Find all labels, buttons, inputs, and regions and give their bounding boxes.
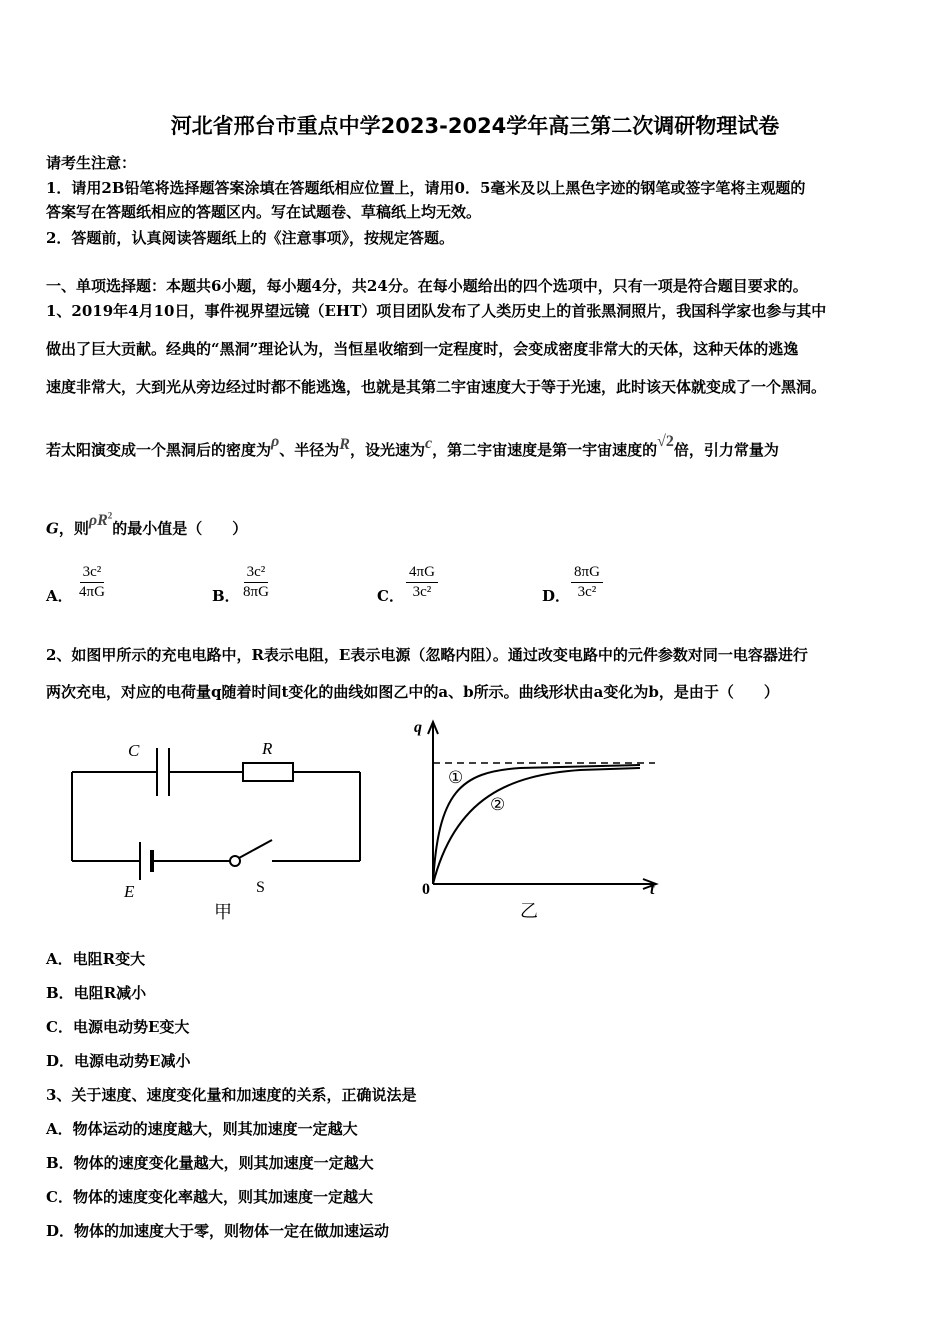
fraction-numerator: 8πG	[571, 564, 603, 583]
notice-item-1-line-2: 答案写在答题纸相应的答题区内。写在试题卷、草稿纸上均无效。	[46, 203, 482, 221]
q1-line-4-e: 倍，引力常量为	[673, 441, 779, 459]
q1-line-1: 1、2019年4月10日，事件视界望远镜（EHT）项目团队发布了人类历史上的首张黑洞照片，我国科学家也参与其中	[46, 302, 827, 320]
q3-option-c[interactable]: C．物体的速度变化率越大，则其加速度一定越大	[46, 1188, 373, 1206]
q1-line-4-b: 、半径为	[279, 441, 340, 459]
rho-symbol: ρ	[271, 433, 280, 450]
q1-line-2: 做出了巨大贡献。经典的“黑洞”理论认为，当恒星收缩到一定程度时，会变成密度非常大的天体，这种天体的逃逸	[46, 340, 799, 358]
q1-line-4-d: ，第二宇宙速度是第一宇宙速度的	[432, 441, 658, 459]
square-exponent: 2	[107, 511, 113, 521]
q2-option-c[interactable]: C．电源电动势E变大	[46, 1018, 190, 1036]
curve-1	[433, 765, 640, 884]
fraction-denominator: 3c²	[577, 584, 597, 600]
notice-item-2: 2．答题前，认真阅读答题纸上的《注意事项》，按规定答题。	[46, 229, 454, 247]
charge-time-graph	[400, 712, 670, 927]
q1-option-a-label[interactable]: A．	[46, 587, 73, 605]
source-label: E	[124, 882, 135, 901]
notice-heading: 请考生注意：	[46, 154, 137, 172]
rho-r-text: ρR	[88, 512, 108, 530]
switch-label: S	[256, 879, 265, 896]
q3-stem: 3、关于速度、速度变化量和加速度的关系，正确说法是	[46, 1086, 417, 1104]
fraction-denominator: 3c²	[412, 584, 432, 600]
t-axis-label: t	[650, 881, 655, 898]
fraction-numerator: 3c²	[244, 564, 269, 583]
resistor-label: R	[262, 739, 273, 758]
origin-label: 0	[422, 881, 430, 898]
q1-option-d-label[interactable]: D．	[542, 587, 571, 605]
q1-line-4-c: ，设光速为	[349, 441, 425, 459]
radius-symbol: R	[339, 436, 350, 453]
q1-line-4	[46, 433, 779, 462]
gravity-constant-symbol: G	[46, 519, 59, 538]
q2-option-b[interactable]: B．电阻R减小	[46, 984, 147, 1002]
figure-jia-caption: 甲	[214, 902, 232, 922]
q1-line-5	[46, 513, 247, 540]
fraction-numerator: 3c²	[80, 564, 105, 583]
q1-option-b-label[interactable]: B．	[212, 587, 240, 605]
q2-line-1: 2、如图甲所示的充电电路中，R表示电阻，E表示电源（忽略内阻）。通过改变电路中的元件参数对同一电容器进行	[46, 646, 808, 664]
q1-option-a-fraction[interactable]	[76, 564, 108, 601]
q1-line-4-a: 若太阳演变成一个黑洞后的密度为	[46, 441, 272, 459]
section-heading: 一、单项选择题：本题共6小题，每小题4分，共24分。在每小题给出的四个选项中，只有一项是符合题目要求的。	[46, 277, 808, 295]
rho-r-squared-symbol	[89, 512, 112, 529]
fraction-numerator: 4πG	[406, 564, 438, 583]
notice-item-1-line-1: 1．请用2B铅笔将选择题答案涂填在答题纸相应位置上，请用0．5毫米及以上黑色字迹的钢笔或签字笔将主观题的	[46, 179, 806, 197]
capacitor-label: C	[128, 741, 140, 760]
q3-option-a[interactable]: A．物体运动的速度越大，则其加速度一定越大	[46, 1120, 358, 1138]
q-axis-label: q	[414, 719, 422, 736]
light-speed-symbol: c	[424, 435, 433, 452]
sqrt2-symbol: √2	[657, 433, 674, 450]
q1-line-5-b: 的最小值是（ ）	[112, 519, 248, 538]
q2-option-d[interactable]: D．电源电动势E减小	[46, 1052, 191, 1070]
q1-option-c-label[interactable]: C．	[377, 587, 404, 605]
figure-yi-caption: 乙	[520, 901, 538, 921]
q1-line-3: 速度非常大，大到光从旁边经过时都不能逃逸，也就是其第二宇宙速度大于等于光速，此时该天体就变成了一个黑洞。	[46, 378, 827, 396]
circuit-diagram	[60, 730, 380, 930]
fraction-denominator: 8πG	[243, 584, 269, 600]
fraction-denominator: 4πG	[79, 584, 105, 600]
q2-line-2: 两次充电，对应的电荷量q随着时间t变化的曲线如图乙中的a、b所示。曲线形状由a变化为b，是由于（ ）	[46, 683, 779, 701]
curve-1-label: ①	[448, 768, 464, 787]
q1-option-b-fraction[interactable]	[240, 564, 272, 601]
page-title: 河北省邢台市重点中学2023-2024学年高三第二次调研物理试卷	[170, 114, 780, 138]
curve-2-label: ②	[490, 795, 506, 814]
q2-option-a[interactable]: A．电阻R变大	[46, 950, 146, 968]
q3-option-d[interactable]: D．物体的加速度大于零，则物体一定在做加速运动	[46, 1222, 390, 1240]
q1-line-5-a: ，则	[58, 519, 89, 538]
q3-option-b[interactable]: B．物体的速度变化量越大，则其加速度一定越大	[46, 1154, 374, 1172]
q1-option-d-fraction[interactable]	[571, 564, 603, 601]
q1-option-c-fraction[interactable]	[406, 564, 438, 601]
